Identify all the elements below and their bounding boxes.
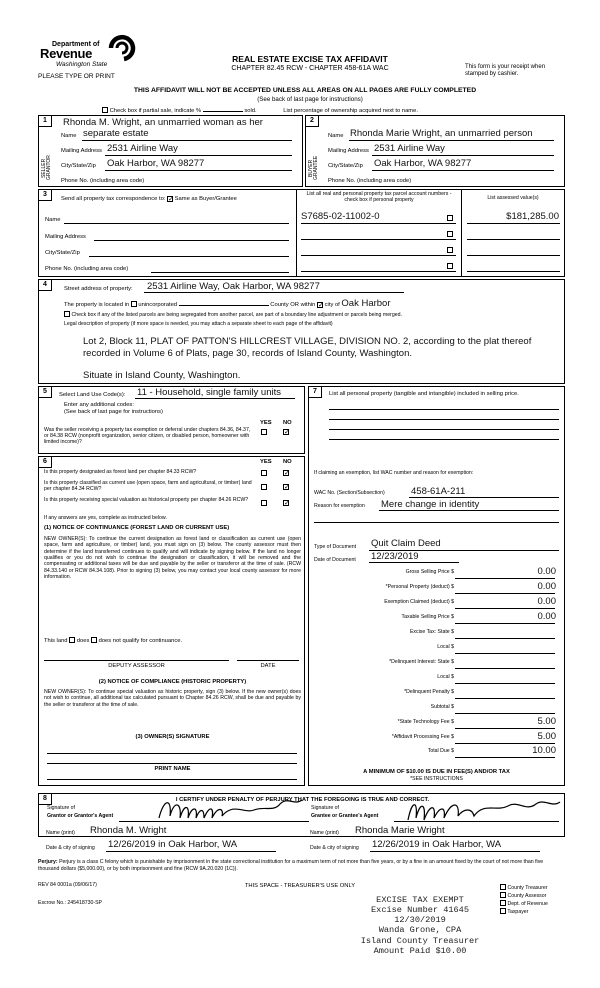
personal-property-label: List all personal property (tangible and intangible) included in selling price. bbox=[329, 391, 519, 397]
row-label: Gross Selling Price $ bbox=[405, 569, 454, 575]
stamp-line: EXCISE TAX EXEMPT bbox=[376, 895, 464, 905]
buyer-name-label: Name bbox=[328, 133, 344, 139]
forest-question: Is this property designated as forest land per chapter 84.33 RCW? bbox=[44, 469, 197, 475]
row-value: 0.00 bbox=[537, 596, 556, 607]
grantor-agent-label: Grantor or Grantor's Agent bbox=[47, 813, 114, 819]
row-label: *Delinquent Penalty $ bbox=[404, 689, 454, 695]
partial-sale-row bbox=[102, 107, 542, 115]
copy-distribution bbox=[500, 884, 570, 916]
dor-swirl-icon bbox=[107, 33, 137, 63]
deputy-assessor-label: DEPUTY ASSESSOR bbox=[108, 663, 165, 669]
land-use-see-back: (See back of last page for instructions) bbox=[64, 409, 163, 415]
exemption-no-checkbox[interactable]: ✓ bbox=[284, 429, 290, 436]
ownership-note: List percentage of ownership acquired next to name. bbox=[283, 108, 418, 114]
section-number: 7 bbox=[309, 387, 322, 398]
land-use-label: Select Land Use Code(s): bbox=[59, 392, 126, 398]
copy-item: Dept. of Revenue bbox=[500, 900, 570, 908]
section-5-land-use bbox=[38, 386, 305, 454]
forest-no-checkbox[interactable]: ✓ bbox=[284, 470, 290, 477]
assessed-value: $181,285.00 bbox=[506, 211, 559, 222]
stamp-line: Excise Number 41645 bbox=[371, 905, 469, 916]
section-3-correspondence bbox=[38, 189, 565, 277]
buyer-city: Oak Harbor, WA 98277 bbox=[374, 158, 472, 169]
notice2-title: (2) NOTICE OF COMPLIANCE (HISTORIC PROPERTY) bbox=[98, 679, 247, 685]
copy-checkbox[interactable] bbox=[500, 884, 506, 890]
buyer-mailing-label: Mailing Address bbox=[328, 148, 369, 154]
section-number: 1 bbox=[39, 116, 52, 127]
legal-line-1: Lot 2, Block 11, PLAT OF PATTON'S HILLCREST VILLAGE, DIVISION NO. 2, according to the plat thereof bbox=[83, 336, 532, 347]
yes-header: YES bbox=[260, 420, 272, 426]
unincorporated-checkbox[interactable] bbox=[131, 301, 137, 307]
county-or-within: County OR within bbox=[270, 302, 316, 308]
stamp-line: Amount Paid $10.00 bbox=[373, 945, 467, 956]
row-label: *Personal Property (deduct) $ bbox=[385, 584, 454, 590]
section-7-sale bbox=[308, 386, 565, 786]
treasurer-stamp bbox=[340, 895, 500, 956]
partial-sale-sold: sold. bbox=[244, 108, 257, 114]
row-value: 10.00 bbox=[532, 745, 556, 756]
wac-number: 458-61A-211 bbox=[411, 486, 466, 497]
perjury-text: Perjury is a class C felony which is punishable by imprisonment in the state correctional institution for a maximum term of not more than five years, or by a fine in an amount fixed by the court of not more than five thousand dollars ($5,000.00), or by both imprisonment and fine (RCW 9A.20.020 (1C)). bbox=[38, 859, 544, 872]
does-label: does bbox=[76, 638, 90, 644]
qualify-row bbox=[44, 637, 182, 645]
grantor-date: 12/26/2019 in Oak Harbor, WA bbox=[108, 839, 238, 850]
seller-side-label: SELLER GRANTOR bbox=[41, 155, 52, 181]
send-to-row bbox=[61, 196, 237, 203]
warning-banner: THIS AFFIDAVIT WILL NOT BE ACCEPTED UNLESS ALL AREAS ON ALL PAGES ARE FULLY COMPLETED bbox=[133, 87, 477, 94]
form-title: REAL ESTATE EXCISE TAX AFFIDAVIT bbox=[232, 54, 388, 64]
row-label: Exemption Claimed (deduct) $ bbox=[384, 599, 454, 605]
current-use-yes-checkbox[interactable] bbox=[261, 484, 267, 490]
street-address: 2531 Airline Way, Oak Harbor, WA 98277 bbox=[147, 281, 320, 292]
personal-property-checkbox-1[interactable] bbox=[447, 215, 453, 221]
treasurer-only: THIS SPACE - TREASURER'S USE ONLY bbox=[244, 883, 356, 889]
personal-property-checkbox-3[interactable] bbox=[447, 247, 453, 253]
row-label: Excise Tax: State $ bbox=[409, 629, 454, 635]
notice1-title: (1) NOTICE OF CONTINUANCE (FOREST LAND OR CURRENT USE) bbox=[44, 525, 230, 531]
corr-phone-label: Phone No. (including area code) bbox=[45, 266, 129, 272]
reason-value: Mere change in identity bbox=[381, 499, 480, 510]
grantee-name: Rhonda Marie Wright bbox=[355, 825, 445, 836]
segregated-row bbox=[64, 311, 559, 319]
seller-name-line1: Rhonda M. Wright, an unmarried woman as her bbox=[63, 117, 263, 128]
corr-city-label: City/State/Zip bbox=[45, 250, 80, 256]
does-not-label: does not qualify for continuance. bbox=[98, 638, 183, 644]
segregated-checkbox[interactable] bbox=[64, 311, 70, 317]
escrow-number: Escrow No.: 245418730-SP bbox=[38, 900, 103, 906]
doc-type: Quit Claim Deed bbox=[371, 538, 441, 549]
print-name-label: PRINT NAME bbox=[154, 766, 191, 772]
row-label: Subtotal $ bbox=[430, 704, 454, 710]
legal-situate: Situate in Island County, Washington. bbox=[83, 370, 241, 381]
corr-mailing-label: Mailing Address bbox=[45, 234, 86, 240]
row-value: 5.00 bbox=[537, 716, 556, 727]
buyer-phone-label: Phone No. (including area code) bbox=[328, 178, 412, 184]
historic-no-checkbox[interactable]: ✓ bbox=[284, 500, 290, 507]
seller-mailing: 2531 Airline Way bbox=[107, 143, 178, 154]
section-number: 5 bbox=[39, 387, 52, 398]
row-value: 0.00 bbox=[537, 611, 556, 622]
segregated-label: Check box if any of the listed parcels are being segregated from another parcel, are part of a boundary line adjustment or parcels being merged. bbox=[71, 312, 402, 318]
grantor-sig-label-1: Signature of bbox=[47, 805, 75, 811]
parcel-header: List all real and personal property tax parcel account numbers - check box if personal property bbox=[306, 191, 452, 203]
section-number: 8 bbox=[39, 794, 52, 805]
exemption-question: Was the seller receiving a property tax exemption or deferral under chapters 84.36, 84.37, or 84.38 RCW (nonprofit organization, senior citizen, or disabled person, homeowner with limited income)? bbox=[44, 427, 251, 445]
grantor-name-label: Name (print) bbox=[46, 830, 75, 836]
row-value: 5.00 bbox=[537, 731, 556, 742]
same-as-buyer-label: Same as Buyer/Grantee bbox=[174, 196, 237, 202]
parcel-number: S7685-02-11002-0 bbox=[301, 211, 380, 222]
grantor-signature bbox=[154, 794, 314, 824]
seller-city: Oak Harbor, WA 98277 bbox=[107, 158, 205, 169]
no-header: NO bbox=[283, 459, 292, 465]
row-label: Taxable Selling Price $ bbox=[401, 614, 454, 620]
row-value: 0.00 bbox=[537, 581, 556, 592]
grantor-date-label: Date & city of signing bbox=[46, 845, 95, 851]
row-label: Local $ bbox=[437, 674, 454, 680]
logo-revenue: Revenue bbox=[40, 46, 93, 61]
city-of-label: city of bbox=[324, 302, 340, 308]
land-use-code: 11 - Household, single family units bbox=[137, 387, 281, 398]
please-type: PLEASE TYPE OR PRINT bbox=[38, 73, 115, 80]
copy-checkbox[interactable] bbox=[500, 900, 506, 906]
located-label: The property is located in bbox=[64, 302, 130, 308]
buyer-name: Rhonda Marie Wright, an unmarried person bbox=[350, 128, 533, 139]
doc-date: 12/23/2019 bbox=[371, 551, 419, 562]
stamp-line: Island County Treasurer bbox=[360, 935, 480, 946]
row-label: *State Technology Fee $ bbox=[397, 719, 454, 725]
perjury-label: Perjury: bbox=[38, 859, 58, 865]
forest-yes-checkbox[interactable] bbox=[261, 470, 267, 476]
row-label: *Affidavit Processing Fee $ bbox=[391, 734, 454, 740]
copy-item: County Assessor bbox=[500, 892, 570, 900]
same-as-buyer-checkbox[interactable]: ✓ bbox=[168, 196, 174, 203]
seller-mailing-label: Mailing Address bbox=[61, 148, 102, 154]
grantee-date: 12/26/2019 in Oak Harbor, WA bbox=[372, 839, 502, 850]
doc-date-label: Date of Document bbox=[314, 557, 356, 563]
copy-checkbox[interactable] bbox=[500, 892, 506, 898]
rev-number: REV 84 0001a (09/06/17) bbox=[38, 882, 97, 888]
partial-sale-label: Check box if partial sale, indicate % bbox=[109, 108, 202, 114]
seller-name-line2: separate estate bbox=[83, 128, 149, 139]
date-label: DATE bbox=[260, 663, 276, 669]
logo-state: Washington State bbox=[56, 61, 108, 68]
if-yes-note: If any answers are yes, complete as instructed below. bbox=[44, 515, 167, 521]
perjury-notice bbox=[38, 859, 565, 872]
dor-logo bbox=[40, 33, 140, 73]
see-back-note: (See back of last page for instructions) bbox=[257, 96, 363, 103]
stamp-line: Wanda Grone, CPA bbox=[378, 925, 462, 936]
buyer-city-label: City/State/Zip bbox=[328, 163, 363, 169]
copy-item: County Treasurer bbox=[500, 884, 570, 892]
grantee-sig-label-1: Signature of bbox=[311, 805, 339, 811]
yes-header: YES bbox=[260, 459, 272, 465]
grantee-agent-label: Grantee or Grantee's Agent bbox=[311, 813, 379, 819]
section-number: 6 bbox=[39, 457, 52, 468]
section-4-property bbox=[38, 279, 565, 384]
grantee-name-label: Name (print) bbox=[310, 830, 339, 836]
assessed-header: List assessed value(s) bbox=[487, 195, 539, 201]
section-2-buyer bbox=[305, 115, 565, 187]
no-header: NO bbox=[283, 420, 292, 426]
row-label: Local $ bbox=[437, 644, 454, 650]
exemption-yes-checkbox[interactable] bbox=[261, 429, 267, 435]
unincorporated-label: unincorporated bbox=[138, 302, 178, 308]
current-use-no-checkbox[interactable]: ✓ bbox=[284, 484, 290, 491]
legal-label: Legal description of property (if more space is needed, you may attach a separate sheet to each page of the affidavit) bbox=[64, 321, 333, 327]
additional-codes-label: Enter any additional codes: bbox=[64, 402, 134, 408]
grantee-date-label: Date & city of signing bbox=[310, 845, 359, 851]
seller-name-label: Name bbox=[61, 133, 77, 139]
seller-phone-label: Phone No. (including area code) bbox=[61, 178, 145, 184]
this-land-label: This land bbox=[44, 638, 68, 644]
does-qualify-checkbox[interactable] bbox=[69, 637, 75, 643]
stamp-line: 12/30/2019 bbox=[394, 915, 446, 926]
wac-label: WAC No. (Section/Subsection) bbox=[314, 490, 385, 496]
form-chapter: CHAPTER 82.45 RCW - CHAPTER 458-61A WAC bbox=[231, 65, 389, 72]
notice1-body: NEW OWNER(S): To continue the current designation as forest land or classification as current use (open space, farm and agriculture, or timber) land, you must sign on (3) below. The county assessor must then determine if the land transferred continues to qualify and will indicate by signing below. If the land no longer qualifies or you do not wish to continue the designation or classification, it will be removed and the compensating or additional taxes will be due and payable by the seller or transferor at the time of sale. (RCW 84.33.140 or RCW 84.34.108). Prior to signing (3) below, you may contact your local county assessor for more information. bbox=[44, 536, 301, 581]
seller-city-label: City/State/Zip bbox=[61, 163, 96, 169]
personal-property-checkbox-4[interactable] bbox=[447, 263, 453, 269]
section-number: 4 bbox=[39, 280, 52, 291]
section-1-seller bbox=[38, 115, 303, 187]
see-instructions: *SEE INSTRUCTIONS bbox=[410, 776, 463, 782]
owner-signature-label: (3) OWNER(S) SIGNATURE bbox=[135, 734, 210, 740]
legal-line-2: recorded in Volume 6 of Plats, page 30, records of Island County, Washington. bbox=[83, 348, 412, 359]
row-label: Total Due $ bbox=[427, 748, 454, 754]
does-not-qualify-checkbox[interactable] bbox=[91, 637, 97, 643]
current-use-question: Is this property classified as current use (open space, farm and agricultural, or timber) land per chapter 84.34 RCW? bbox=[44, 480, 252, 492]
partial-sale-checkbox[interactable] bbox=[102, 107, 108, 113]
row-label: *Delinquent Interest: State $ bbox=[389, 659, 454, 665]
city-of-checkbox[interactable]: ✓ bbox=[318, 302, 324, 309]
section-number: 2 bbox=[306, 116, 319, 127]
copy-checkbox[interactable] bbox=[500, 908, 506, 914]
corr-name-label: Name bbox=[45, 217, 61, 223]
historic-question: Is this property receiving special valuation as historical property per chapter 84.26 RCW? bbox=[44, 497, 249, 503]
doc-type-label: Type of Document bbox=[314, 544, 357, 550]
reason-label: Reason for exemption bbox=[314, 503, 365, 509]
buyer-side-label: BUYER GRANTEE bbox=[308, 155, 319, 181]
section-number: 3 bbox=[39, 190, 52, 201]
row-value: 0.00 bbox=[537, 566, 556, 577]
historic-yes-checkbox[interactable] bbox=[261, 500, 267, 506]
copy-item: Taxpayer bbox=[500, 908, 570, 916]
notice2-body: NEW OWNER(S): To continue special valuation as historic property, sign (3) below. If the new owner(s) does not wish to continue, all additional tax calculated pursuant to Chapter 84.26 RCW, shall be due and payable by the seller or transferor at the time of sale. bbox=[44, 689, 301, 708]
personal-property-checkbox-2[interactable] bbox=[447, 231, 453, 237]
minimum-due: A MINIMUM OF $10.00 IS DUE IN FEE(S) AND/OR TAX bbox=[363, 769, 510, 775]
send-to-label: Send all property tax correspondence to: bbox=[61, 196, 166, 202]
buyer-mailing: 2531 Airline Way bbox=[374, 143, 445, 154]
section-6-designations bbox=[38, 456, 305, 786]
receipt-note: This form is your receipt when stamped by cashier. bbox=[465, 64, 546, 77]
street-label: Street address of property: bbox=[64, 286, 133, 292]
certify-statement: I CERTIFY UNDER PENALTY OF PERJURY THAT THE FOREGOING IS TRUE AND CORRECT. bbox=[175, 797, 430, 803]
exemption-claim-label: If claiming an exemption, list WAC number and reason for exemption: bbox=[314, 470, 474, 476]
property-city: Oak Harbor bbox=[341, 298, 391, 309]
logo-dept-of: Department of bbox=[52, 41, 100, 48]
located-row bbox=[64, 299, 534, 310]
grantor-name: Rhonda M. Wright bbox=[90, 825, 167, 836]
